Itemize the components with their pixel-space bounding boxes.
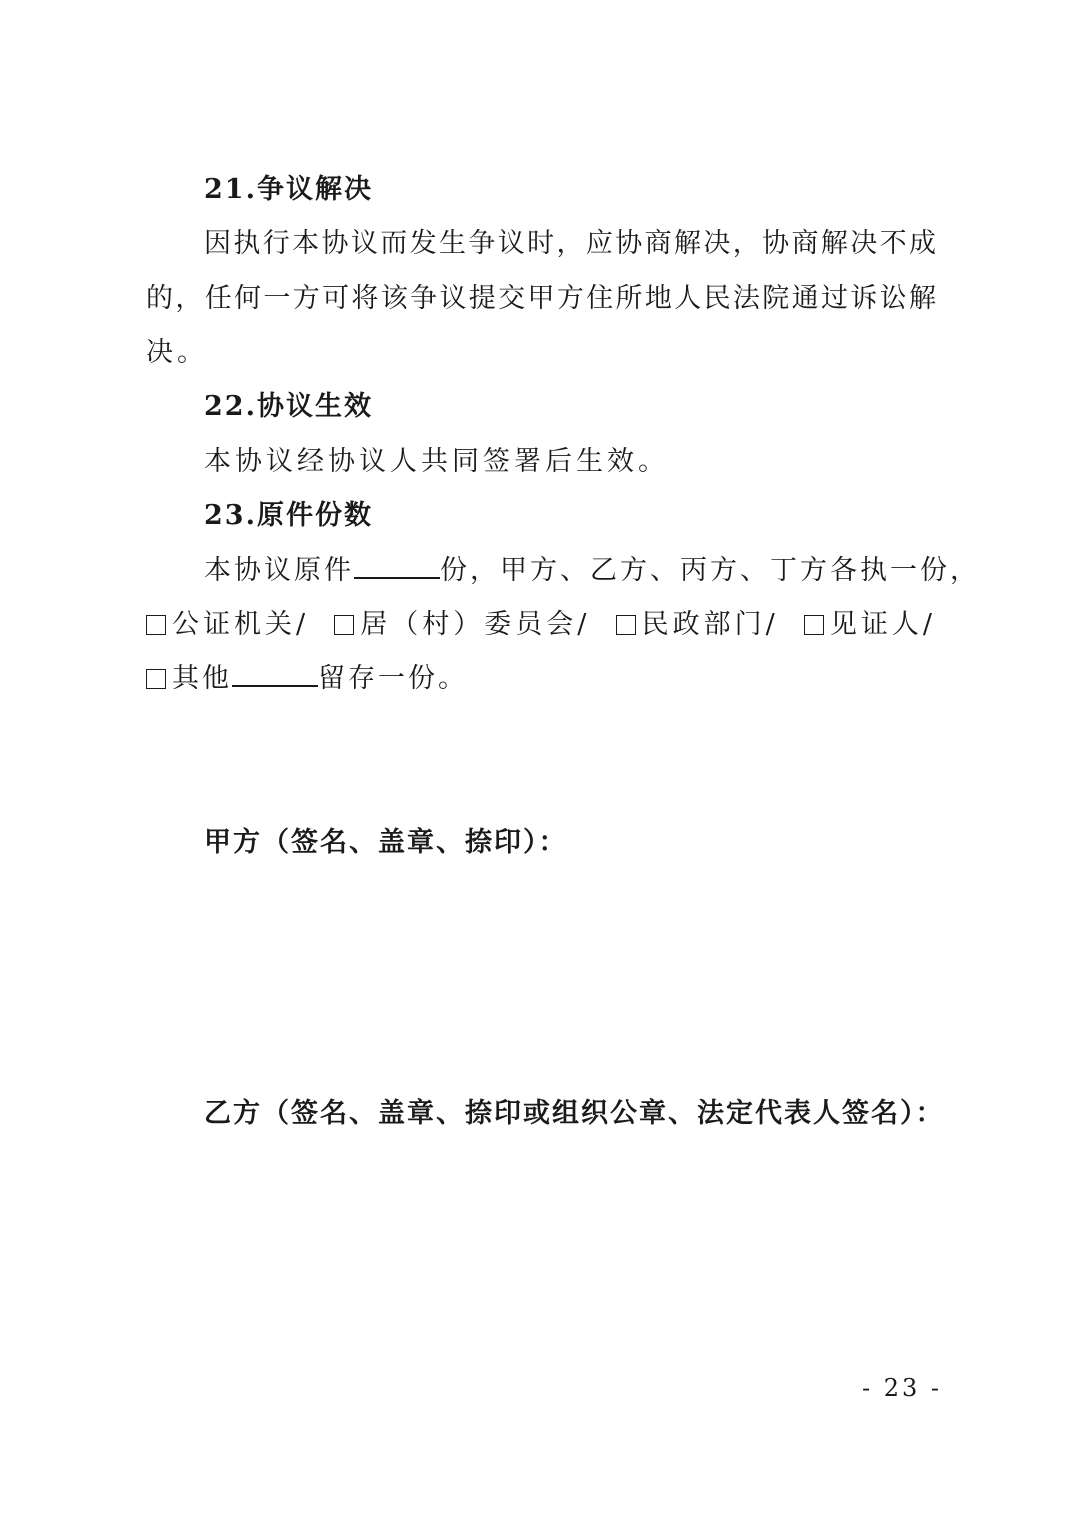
option-civil-affairs[interactable] xyxy=(616,605,779,645)
checkbox-icon[interactable] xyxy=(146,615,166,635)
custodian-options-row xyxy=(146,605,936,645)
option-notary-label: 公证机关/ xyxy=(172,609,310,640)
checkbox-icon[interactable] xyxy=(334,615,354,635)
page-number: - 23 - xyxy=(862,1374,943,1402)
option-witness-label: 见证人/ xyxy=(829,609,936,640)
section-22-number: 22 xyxy=(204,391,246,422)
copies-distribution-text: 份，甲方、乙方、丙方、丁方各执一份， xyxy=(440,555,980,586)
section-21-text-line-3: 决。 xyxy=(146,337,208,368)
section-23-text-line-3 xyxy=(146,659,468,699)
option-committee[interactable] xyxy=(334,605,590,645)
section-21-text-line-1: 因执行本协议而发生争议时，应协商解决，协商解决不成 xyxy=(204,228,936,259)
section-22-heading: 22.协议生效 xyxy=(204,391,373,422)
section-21-text-line-2: 的，任何一方可将该争议提交甲方住所地人民法院通过诉讼解 xyxy=(146,283,936,314)
other-label: 其他 xyxy=(172,663,232,694)
section-23-heading: 23.原件份数 xyxy=(204,500,373,531)
checkbox-icon[interactable] xyxy=(804,615,824,635)
party-b-signature-label: 乙方（签名、盖章、捺印或组织公章、法定代表人签名）： xyxy=(204,1098,945,1129)
copies-label: 本协议原件 xyxy=(204,555,354,586)
section-21-heading: 21.争议解决 xyxy=(204,174,373,205)
section-21-number: 21 xyxy=(204,174,246,205)
section-23-title: 原件份数 xyxy=(256,500,373,531)
copies-count-blank[interactable] xyxy=(354,551,440,579)
party-a-signature-label: 甲方（签名、盖章、捺印）： xyxy=(204,827,568,858)
section-23-text-line-1 xyxy=(204,551,980,591)
section-22-title: 协议生效 xyxy=(256,391,373,422)
option-civil-affairs-label: 民政部门/ xyxy=(641,609,779,640)
section-22-text-line-1: 本协议经协议人共同签署后生效。 xyxy=(204,446,669,477)
other-custodian-blank[interactable] xyxy=(232,659,318,687)
option-witness[interactable] xyxy=(804,605,936,645)
section-23-number: 23 xyxy=(204,500,246,531)
option-committee-label: 居（村）委员会/ xyxy=(360,609,591,640)
checkbox-icon[interactable] xyxy=(146,669,166,689)
section-21-title: 争议解决 xyxy=(256,174,373,205)
option-notary[interactable] xyxy=(146,605,309,645)
retain-text: 留存一份。 xyxy=(318,663,468,694)
checkbox-icon[interactable] xyxy=(616,615,636,635)
